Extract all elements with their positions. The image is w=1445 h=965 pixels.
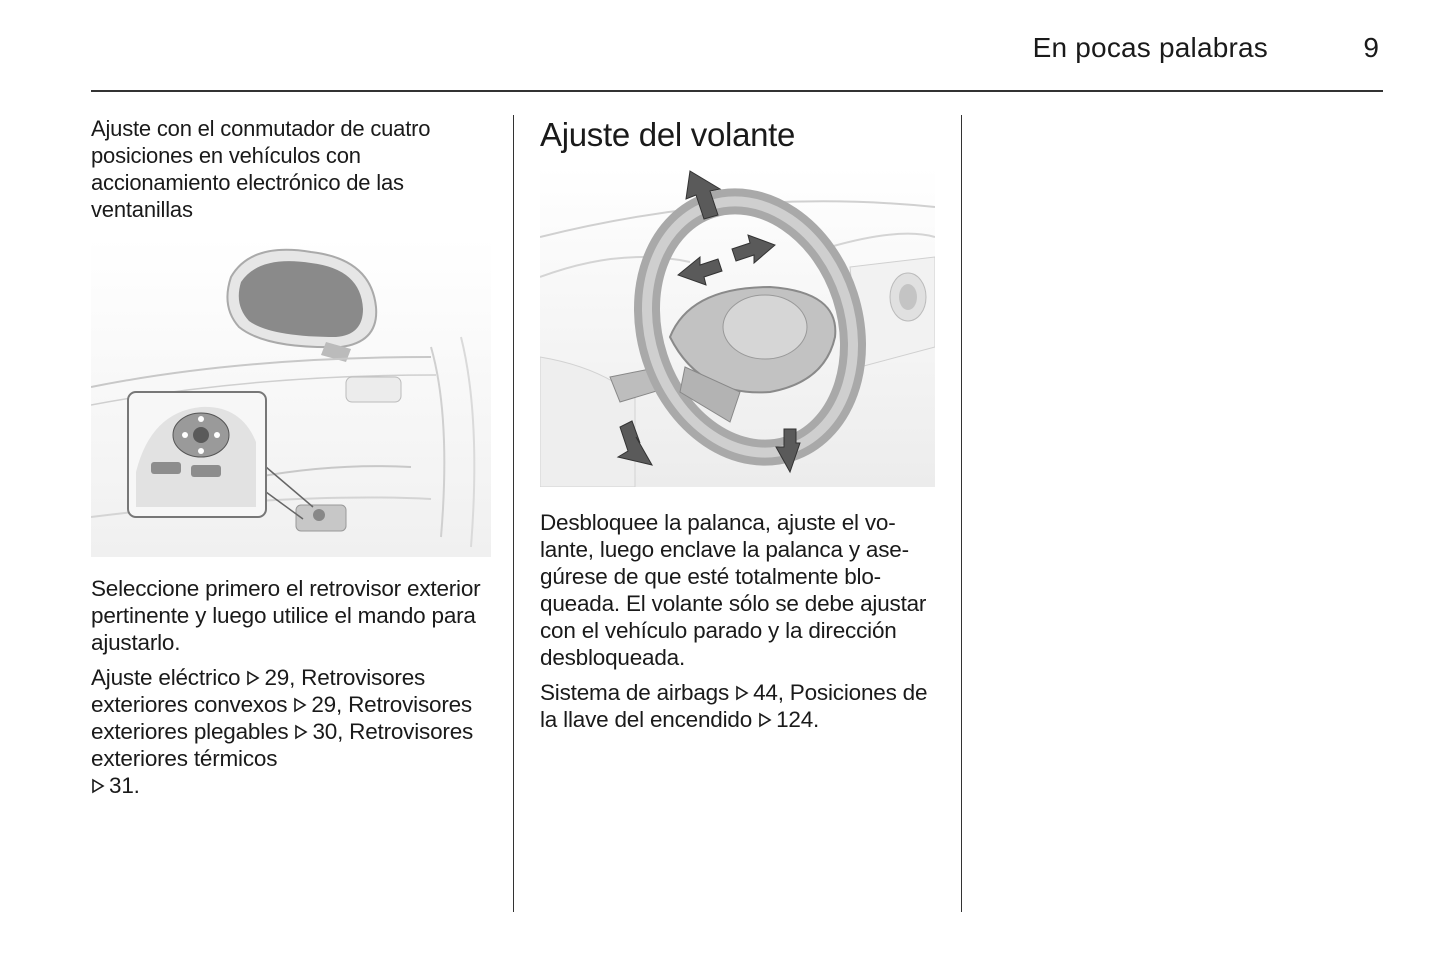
subheading-four-way-switch: Ajuste con el conmutador de cuatro posiciones en vehículos con accionamiento electrónico de las ventanillas (91, 116, 431, 222)
page-header (91, 28, 1383, 92)
reference-arrow-icon (293, 697, 307, 713)
reference-arrow-icon (758, 712, 772, 728)
heading-steering-wheel: Ajuste del volante (540, 116, 796, 153)
ref-page: 124. (776, 707, 820, 732)
ref-page: 29, Retrovisores exteriores plegables (91, 692, 472, 744)
ref-page: 29, Retrovisores exteriores convexos (91, 665, 426, 717)
paragraph-references-mirrors (91, 664, 491, 799)
ref-text: Sistema de airbags (540, 680, 730, 705)
reference-arrow-icon (294, 724, 308, 740)
right-column (540, 115, 940, 741)
ref-page: 31. (109, 773, 140, 798)
paragraph-unlock-lever: Desbloquee la palanca, ajuste el volante, luego enclave la palanca y asegúrese de que esté totalmente bloqueada. El volante sólo se debe ajustar con el vehículo parado y la dirección desbloqueada. (540, 510, 927, 670)
paragraph-select-mirror: Seleccione primero el retrovisor exterior pertinente y luego utilice el mando para ajustarlo. (91, 576, 481, 655)
paragraph-references-airbags (540, 679, 940, 733)
section-title: En pocas palabras (1032, 32, 1268, 63)
ref-page: 30, Retrovisores exteriores térmicos (91, 719, 474, 771)
reference-arrow-icon (91, 778, 105, 794)
reference-arrow-icon (735, 685, 749, 701)
ref-text: Ajuste eléctrico (91, 665, 241, 690)
column-divider (513, 115, 514, 912)
reference-arrow-icon (246, 670, 260, 686)
page-number: 9 (1363, 32, 1379, 63)
ref-page: 44, Posiciones de la llave del encendido (540, 680, 928, 732)
mirror-switch-illustration (91, 237, 491, 557)
column-divider (961, 115, 962, 912)
steering-wheel-illustration (540, 167, 935, 487)
left-column (91, 115, 491, 807)
